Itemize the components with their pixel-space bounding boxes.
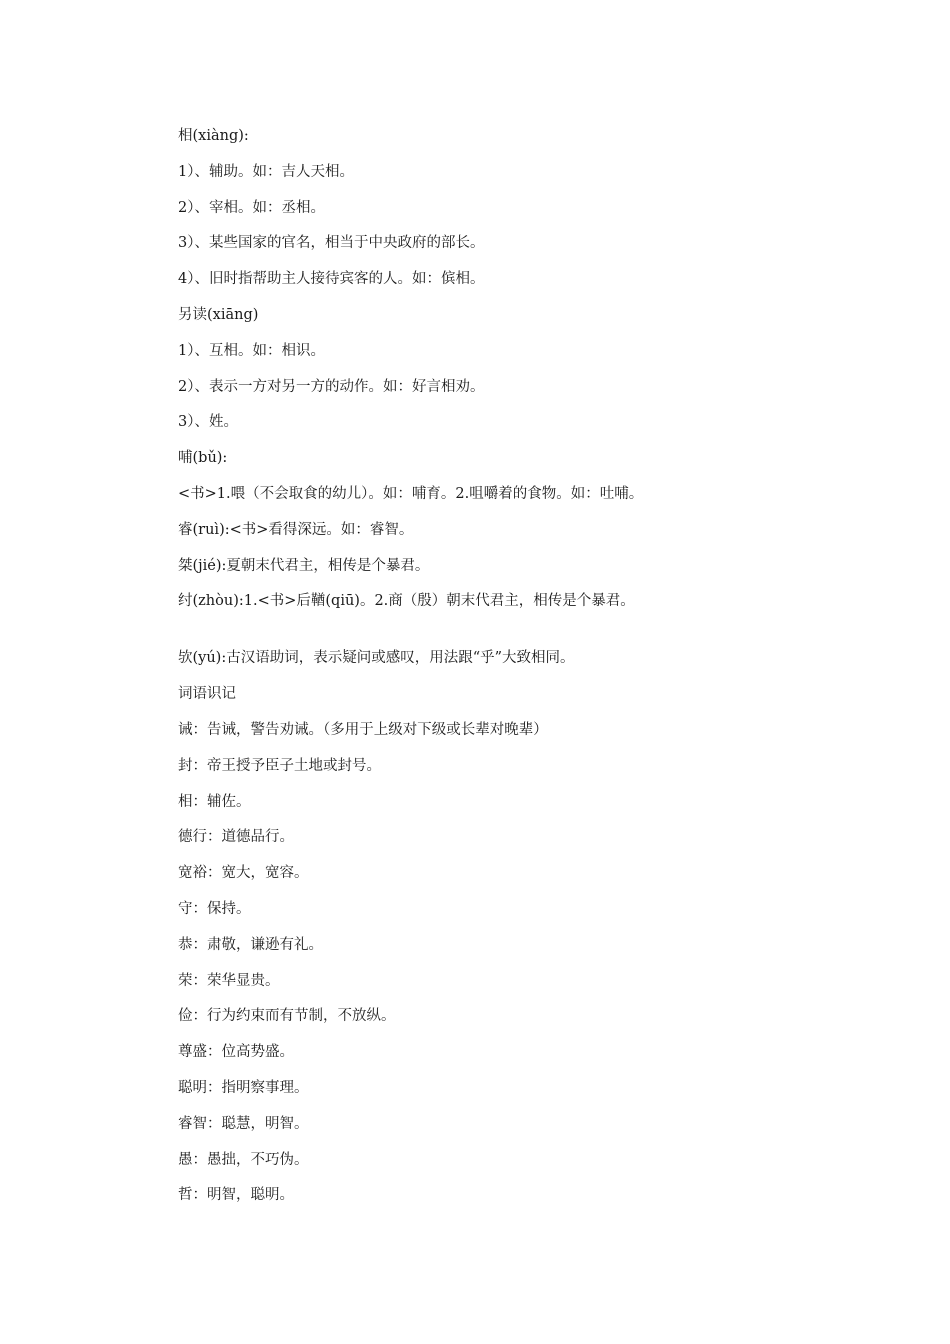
definition-line: 3）、某些国家的官名，相当于中央政府的部长。 bbox=[178, 235, 485, 252]
document-body bbox=[178, 126, 818, 1221]
vocab-item: 诫：告诫，警告劝诫。（多用于上级对下级或长辈对晚辈） bbox=[178, 721, 548, 738]
vocab-item: 相：辅佐。 bbox=[178, 793, 251, 810]
definition-line: 2）、宰相。如：丞相。 bbox=[178, 199, 325, 216]
vocab-item: 守：保持。 bbox=[178, 900, 251, 917]
vocab-item: 哲：明智，聪明。 bbox=[178, 1187, 294, 1204]
vocab-item: 聪明：指明察事理。 bbox=[178, 1079, 309, 1096]
vocab-item: 尊盛：位高势盛。 bbox=[178, 1044, 294, 1061]
alternate-reading-heading: 另读(xiāng) bbox=[178, 306, 259, 323]
definition-line: 3）、姓。 bbox=[178, 414, 238, 431]
definition-line: <书>1.喂（不会取食的幼儿）。如：哺育。2.咀嚼着的食物。如：吐哺。 bbox=[178, 485, 644, 502]
vocab-item: 封：帝王授予臣子土地或封号。 bbox=[178, 757, 381, 774]
entry-rui: 睿(ruì):<书>看得深远。如：睿智。 bbox=[178, 521, 414, 538]
vocab-item: 德行：道德品行。 bbox=[178, 829, 294, 846]
section-heading-vocabulary: 词语识记 bbox=[178, 686, 236, 703]
entry-yu: 欤(yú):古汉语助词，表示疑问或感叹，用法跟“乎”大致相同。 bbox=[178, 650, 575, 667]
definition-line: 2）、表示一方对另一方的动作。如：好言相劝。 bbox=[178, 378, 485, 395]
vocab-item: 荣：荣华显贵。 bbox=[178, 972, 280, 989]
entry-heading-xiang: 相(xiàng): bbox=[178, 128, 249, 144]
definition-line: 4）、旧时指帮助主人接待宾客的人。如：傧相。 bbox=[178, 271, 485, 288]
vocab-item: 愚：愚拙，不巧伪。 bbox=[178, 1151, 309, 1168]
vocab-item: 恭：肃敬，谦逊有礼。 bbox=[178, 936, 323, 953]
definition-line: 1）、辅助。如：吉人天相。 bbox=[178, 163, 354, 180]
entry-zhou: 纣(zhòu):1.<书>后鞧(qiū)。2.商（殷）朝末代君主，相传是个暴君。 bbox=[178, 593, 635, 610]
vocab-item: 俭：行为约束而有节制，不放纵。 bbox=[178, 1008, 396, 1025]
entry-jie: 桀(jié):夏朝末代君主，相传是个暴君。 bbox=[178, 557, 430, 574]
entry-heading-bu: 哺(bǔ): bbox=[178, 450, 228, 467]
definition-line: 1）、互相。如：相识。 bbox=[178, 342, 325, 359]
vocab-item: 睿智：聪慧，明智。 bbox=[178, 1115, 309, 1132]
vocab-item: 宽裕：宽大，宽容。 bbox=[178, 865, 309, 882]
